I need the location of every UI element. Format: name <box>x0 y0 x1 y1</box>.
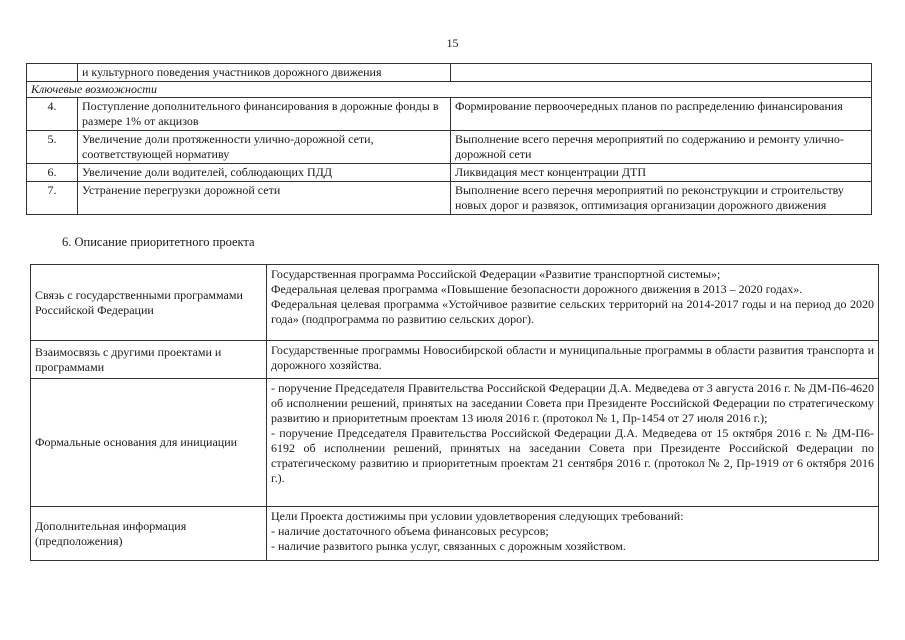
table-row <box>27 182 872 215</box>
section-row <box>27 82 872 98</box>
opportunity-cell: Увеличение доли протяженности улично-дорожной сети, соответствующей нормативу <box>78 131 451 164</box>
content-line: Федеральная целевая программа «Устойчивое развитие сельских территорий на 2014-2017 годы и на период до 2020 года» (подпрограмма по развитию сельских дорог). <box>271 297 874 326</box>
table-row <box>31 341 879 379</box>
row-content <box>267 507 879 561</box>
table-cell: и культурного поведения участников дорожного движения <box>78 64 451 82</box>
section-heading: 6. Описание приоритетного проекта <box>62 235 255 249</box>
row-number: 5. <box>27 131 78 164</box>
action-cell: Ликвидация мест концентрации ДТП <box>451 164 872 182</box>
row-label: Взаимосвязь с другими проектами и программами <box>31 341 267 379</box>
opportunity-cell: Поступление дополнительного финансирования в дорожные фонды в размере 1% от акцизов <box>78 98 451 131</box>
project-description-table <box>30 264 879 561</box>
action-cell: Выполнение всего перечня мероприятий по реконструкции и строительству новых дорог и развязок, оптимизация организации дорожного движения <box>451 182 872 215</box>
section-label: Ключевые возможности <box>27 82 872 98</box>
table-cell <box>27 64 78 82</box>
row-content <box>267 379 879 507</box>
table-row <box>31 379 879 507</box>
content-line: - наличие развитого рынка услуг, связанных с дорожным хозяйством. <box>271 539 626 553</box>
content-line: - наличие достаточного объема финансовых ресурсов; <box>271 524 549 538</box>
row-number: 7. <box>27 182 78 215</box>
row-number: 4. <box>27 98 78 131</box>
row-label: Формальные основания для инициации <box>31 379 267 507</box>
table-row <box>27 98 872 131</box>
row-number: 6. <box>27 164 78 182</box>
key-opportunities-table <box>26 63 872 215</box>
row-label: Дополнительная информация (предположения) <box>31 507 267 561</box>
table-row <box>31 265 879 341</box>
action-cell: Выполнение всего перечня мероприятий по содержанию и ремонту улично-дорожной сети <box>451 131 872 164</box>
content-line: Цели Проекта достижимы при условии удовлетворения следующих требований: <box>271 509 684 523</box>
table-cell <box>451 64 872 82</box>
page-number: 15 <box>446 36 459 50</box>
action-cell: Формирование первоочередных планов по распределению финансирования <box>451 98 872 131</box>
opportunity-cell: Увеличение доли водителей, соблюдающих ПДД <box>78 164 451 182</box>
content-line: Государственные программы Новосибирской области и муниципальные программы в области развития транспорта и дорожного хозяйства. <box>271 343 874 372</box>
content-line: - поручение Председателя Правительства Российской Федерации Д.А. Медведева от 3 августа 2016 г. № ДМ-П6-4620 об исполнении решений, принятых на заседании Совета при Президенте Российской Федерации по стратегическому развитию и приоритетным проектам 13 июля 2016 г. (протокол № 1, Пр-1454 от 27 июля 2016 г.); <box>271 381 874 425</box>
row-content <box>267 341 879 379</box>
row-label: Связь с государственными программами Российской Федерации <box>31 265 267 341</box>
content-line: Федеральная целевая программа «Повышение безопасности дорожного движения в 2013 – 2020 годах». <box>271 282 803 296</box>
row-content <box>267 265 879 341</box>
table-row <box>27 164 872 182</box>
opportunity-cell: Устранение перегрузки дорожной сети <box>78 182 451 215</box>
content-line: Государственная программа Российской Федерации «Развитие транспортной системы»; <box>271 267 721 281</box>
content-line: - поручение Председателя Правительства Российской Федерации Д.А. Медведева от 15 октября 2016 г. № ДМ-П6-6192 об исполнении решений, принятых на заседании Совета при Президенте Российской Федерации по стратегическому развитию и приоритетным проектам 21 сентября 2016 г. (протокол № 2, Пр-1919 от 6 октября 2016 г.). <box>271 426 874 485</box>
table-row <box>27 64 872 82</box>
table-row <box>31 507 879 561</box>
table-row <box>27 131 872 164</box>
